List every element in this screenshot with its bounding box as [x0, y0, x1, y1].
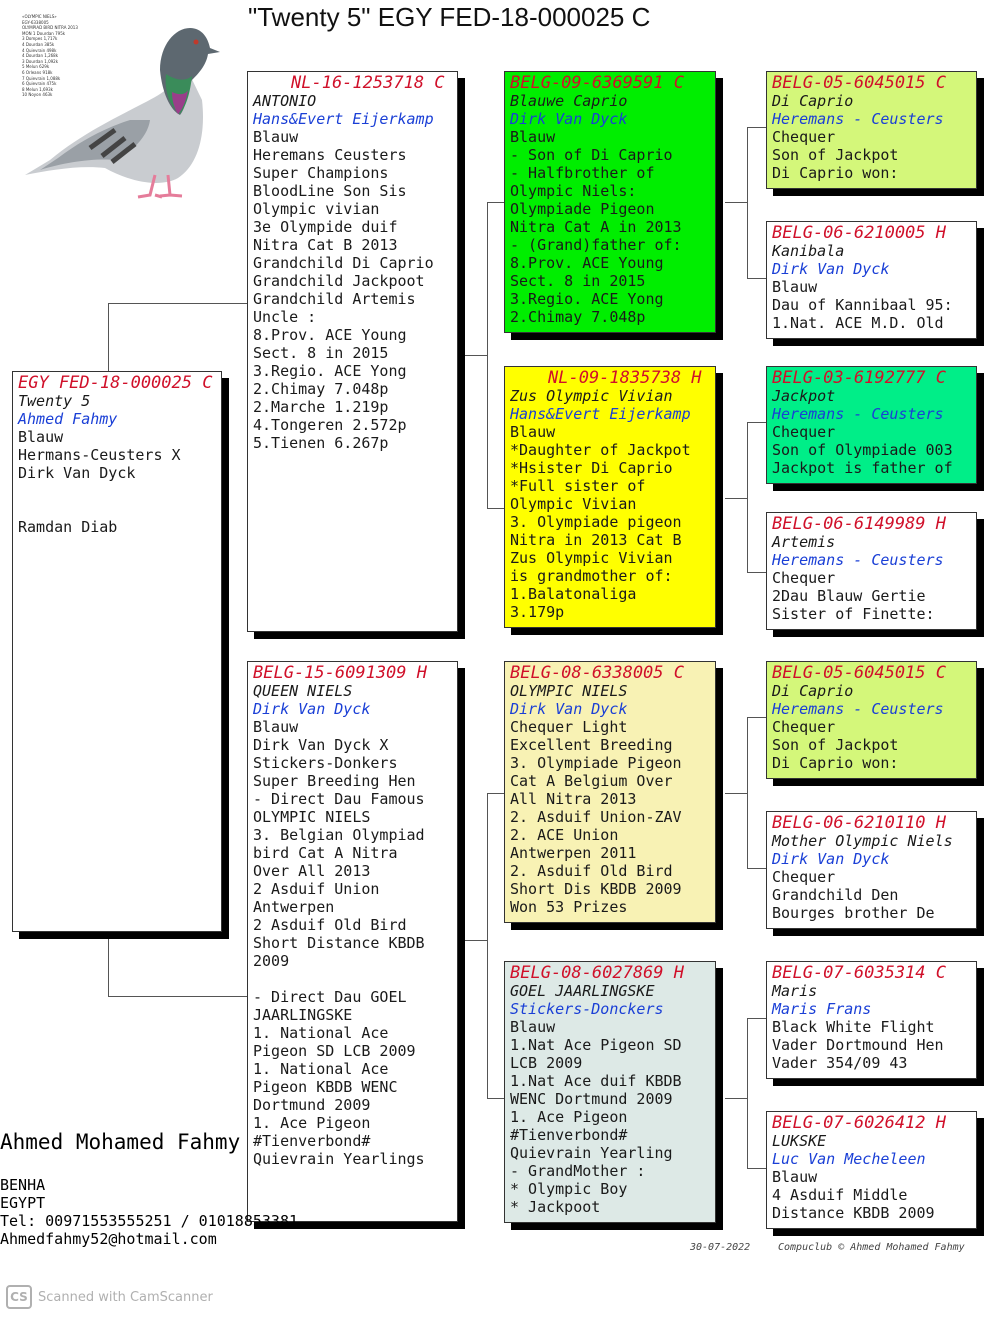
ring-number: BELG-06-6210110 H [772, 813, 946, 833]
ring-number: EGY FED-18-000025 C [18, 373, 213, 393]
ring-number: BELG-08-6027869 H [510, 963, 684, 983]
breeder-name: Hans&Evert Eijerkamp [510, 405, 691, 423]
pigeon-name: Twenty 5 [18, 392, 91, 410]
owner-email: Ahmedfahmy52@hotmail.com [0, 1230, 217, 1248]
breeder-name: Maris Frans [772, 1000, 872, 1018]
owner-city: BENHA [0, 1176, 46, 1194]
breeder-name: Heremans - Ceusters [772, 551, 944, 569]
ring-number: BELG-15-6091309 H [253, 663, 427, 683]
ring-number: BELG-05-6045015 C [772, 73, 946, 93]
connector-line [108, 303, 109, 372]
dds-card: BELG-07-6035314 C Maris Maris Frans Black White Flight Vader Dortmound Hen Vader 354/09 43 [766, 961, 977, 1079]
pigeon-name: Zus Olympic Vivian [510, 387, 673, 405]
connector-line [747, 278, 766, 279]
pigeon-results-list: «OLYMPIC NIELS» EGY-6338005 OLYMPIAD BIRD NITRA 2013 MON 1 Dourdan 795k 3 Dompes 1,717k 4 Dourdan 385k 4 Quievrain 498k 4 Dourdan 1,268k 3 Dourdan 1,092k 5 Melun 629k 6 Orleans 918k 7 Quievrain 1,088k 6 Quievrain 475k 8 Melun 1,693k 10 Noyon 463k [22, 14, 78, 98]
camscanner-logo-icon: CS [6, 1285, 32, 1309]
connector-line [747, 127, 766, 128]
ring-number: NL-16-1253718 C [291, 73, 445, 93]
ring-number: NL-09-1835738 H [548, 368, 702, 388]
owner-phone: Tel: 00971553555251 / 01018853381 [0, 1212, 299, 1230]
page-title: "Twenty 5" EGY FED-18-000025 C [248, 2, 651, 32]
breeder-name: Dirk Van Dyck [772, 260, 890, 278]
connector-line [747, 1018, 748, 1168]
footer-date: 30-07-2022 [690, 1242, 751, 1253]
breeder-name: Dirk Van Dyck [510, 700, 628, 718]
pigeon-name: OLYMPIC NIELS [510, 682, 628, 700]
connector-line [465, 940, 487, 941]
breeder-name: Dirk Van Dyck [253, 700, 371, 718]
dsd-card: BELG-06-6210110 H Mother Olympic Niels Dirk Van Dyck Chequer Grandchild Den Bourges brother De [766, 811, 977, 929]
pigeon-name: Di Caprio [772, 92, 854, 110]
connector-line [747, 572, 766, 573]
ring-number: BELG-07-6035314 C [772, 963, 946, 983]
ssd-card: BELG-06-6210005 H Kanibala Dirk Van Dyck Blauw Dau of Kannibaal 95: 1.Nat. ACE M.D. Old [766, 221, 977, 339]
ring-number: BELG-03-6192777 C [772, 368, 946, 388]
breeder-name: Heremans - Ceusters [772, 700, 944, 718]
breeder-name: Ahmed Fahmy [18, 410, 118, 428]
breeder-name: Heremans - Ceusters [772, 110, 944, 128]
pigeon-name: QUEEN NIELS [253, 682, 353, 700]
pigeon-name: Maris [772, 982, 818, 1000]
camscanner-watermark [6, 1285, 213, 1309]
sds-card: BELG-03-6192777 C Jackpot Heremans - Ceusters Chequer Son of Olympiade 003 Jackpot is father of [766, 366, 977, 484]
connector-line [747, 127, 748, 278]
ring-number: BELG-05-6045015 C [772, 663, 946, 683]
connector-line [108, 996, 247, 997]
footer-credit: Compuclub © Ahmed Mohamed Fahmy [778, 1242, 965, 1253]
connector-line [747, 1168, 766, 1169]
connector-line [747, 717, 766, 718]
dss-card: BELG-05-6045015 C Di Caprio Heremans - Ceusters Chequer Son of Jackpot Di Caprio won: [766, 661, 977, 779]
connector-line [725, 202, 747, 203]
breeder-name: Dirk Van Dyck [510, 110, 628, 128]
ring-number: BELG-07-6026412 H [772, 1113, 946, 1133]
pigeon-name: Artemis [772, 533, 836, 551]
breeder-name: Luc Van Mecheleen [772, 1150, 926, 1168]
ring-number: BELG-09-6369591 C [510, 73, 684, 93]
camscanner-text: Scanned with CamScanner [38, 1289, 213, 1305]
ring-number: BELG-08-6338005 C [510, 663, 684, 683]
breeder-name: Hans&Evert Eijerkamp [253, 110, 434, 128]
connector-line [487, 793, 504, 794]
dam-sire-card: BELG-08-6338005 C OLYMPIC NIELS Dirk Van Dyck Chequer Light Excellent Breeding 3. Olympiade Pigeon Cat A Belgium Over All Nitra 2013 2. Asduif Union-ZAV 2. ACE Union Antwerpen 2011 2. Asduif Old Bird Short Dis KBDB 2009 Won 53 Prizes [504, 661, 716, 923]
breeder-name: Dirk Van Dyck [772, 850, 890, 868]
dam-dam-card: BELG-08-6027869 H GOEL JAARLINGSKE Stickers-Donckers Blauw 1.Nat Ace Pigeon SD LCB 2009 1.Nat Ace duif KBDB WENC Dortmund 2009 1. Ace Pigeon #Tienverbond# Quievrain Yearling - GrandMother : * Olympic Boy * Jackpoot [504, 961, 716, 1223]
connector-line [108, 303, 247, 304]
pigeon-name: Jackpot [772, 387, 836, 405]
connector-line [487, 202, 488, 508]
dam-card: BELG-15-6091309 H QUEEN NIELS Dirk Van Dyck Blauw Dirk Van Dyck X Stickers-Donkers Super Breeding Hen - Direct Dau Famous OLYMPIC NIELS 3. Belgian Olympiad bird Cat A Nitra Over All 2013 2 Asduif Union Antwerpen 2 Asduif Old Bird Short Distance KBDB 2009 - Direct Dau GOEL JAARLINGSKE 1. National Ace Pigeon SD LCB 2009 1. National Ace Pigeon KBDB WENC Dortmund 2009 1. Ace Pigeon #Tienverbond# Quievrain Yearlings [247, 661, 458, 1222]
sire-sire-card: BELG-09-6369591 C Blauwe Caprio Dirk Van Dyck Blauw - Son of Di Caprio - Halfbrother of Olympic Niels: Olympiade Pigeon Nitra Cat A in 2013 - (Grand)father of: 8.Prov. ACE Young Sect. 8 in 2015 3.Regio. ACE Yong 2.Chimay 7.048p [504, 71, 716, 333]
pigeon-name: ANTONIO [253, 92, 317, 110]
breeder-name: Stickers-Donckers [510, 1000, 664, 1018]
connector-line [487, 202, 504, 203]
ring-number: BELG-06-6149989 H [772, 514, 946, 534]
pigeon-name: Kanibala [772, 242, 845, 260]
owner-country: EGYPT [0, 1194, 46, 1212]
owner-contact [0, 1176, 298, 1248]
sire-dam-card: NL-09-1835738 H Zus Olympic Vivian Hans&Evert Eijerkamp Blauw *Daughter of Jackpot *Hsister Di Caprio *Full sister of Olympic Vivian 3. Olympiade pigeon Nitra in 2013 Cat B Zus Olympic Vivian is grandmother of: 1.Balatonaliga 3.179p [504, 366, 716, 628]
sdd-card: BELG-06-6149989 H Artemis Heremans - Ceusters Chequer 2Dau Blauw Gertie Sister of Finette: [766, 512, 977, 630]
connector-line [108, 933, 109, 996]
connector-line [747, 1018, 766, 1019]
connector-line [487, 1098, 504, 1099]
pigeon-name: Blauwe Caprio [510, 92, 628, 110]
connector-line [747, 868, 766, 869]
connector-line [747, 422, 748, 572]
pigeon-name: Mother Olympic Niels [772, 832, 953, 850]
owner-name: Ahmed Mohamed Fahmy [0, 1130, 241, 1154]
connector-line [747, 717, 748, 868]
connector-line [747, 422, 766, 423]
pigeon-name: LUKSKE [772, 1132, 827, 1150]
subject-pigeon-card: EGY FED-18-000025 C Twenty 5 Ahmed Fahmy Blauw Hermans-Ceusters X Dirk Van Dyck Ramdan Diab [12, 371, 222, 932]
connector-line [725, 1098, 747, 1099]
connector-line [725, 498, 747, 499]
breeder-name: Heremans - Ceusters [772, 405, 944, 423]
connector-line [487, 793, 488, 1098]
sss-card: BELG-05-6045015 C Di Caprio Heremans - Ceusters Chequer Son of Jackpot Di Caprio won: [766, 71, 977, 189]
ddd-card: BELG-07-6026412 H LUKSKE Luc Van Mecheleen Blauw 4 Asduif Middle Distance KBDB 2009 [766, 1111, 977, 1229]
pigeon-name: GOEL JAARLINGSKE [510, 982, 655, 1000]
ring-number: BELG-06-6210005 H [772, 223, 946, 243]
sire-card: NL-16-1253718 C ANTONIO Hans&Evert Eijerkamp Blauw Heremans Ceusters Super Champions BloodLine Son Sis Olympic vivian 3e Olympide duif Nitra Cat B 2013 Grandchild Di Caprio Grandchild Jackpoot Grandchild Artemis Uncle : 8.Prov. ACE Young Sect. 8 in 2015 3.Regio. ACE Yong 2.Chimay 7.048p 2.Marche 1.219p 4.Tongeren 2.572p 5.Tienen 6.267p [247, 71, 458, 632]
connector-line [725, 793, 747, 794]
connector-line [487, 508, 504, 509]
pigeon-name: Di Caprio [772, 682, 854, 700]
connector-line [465, 355, 487, 356]
